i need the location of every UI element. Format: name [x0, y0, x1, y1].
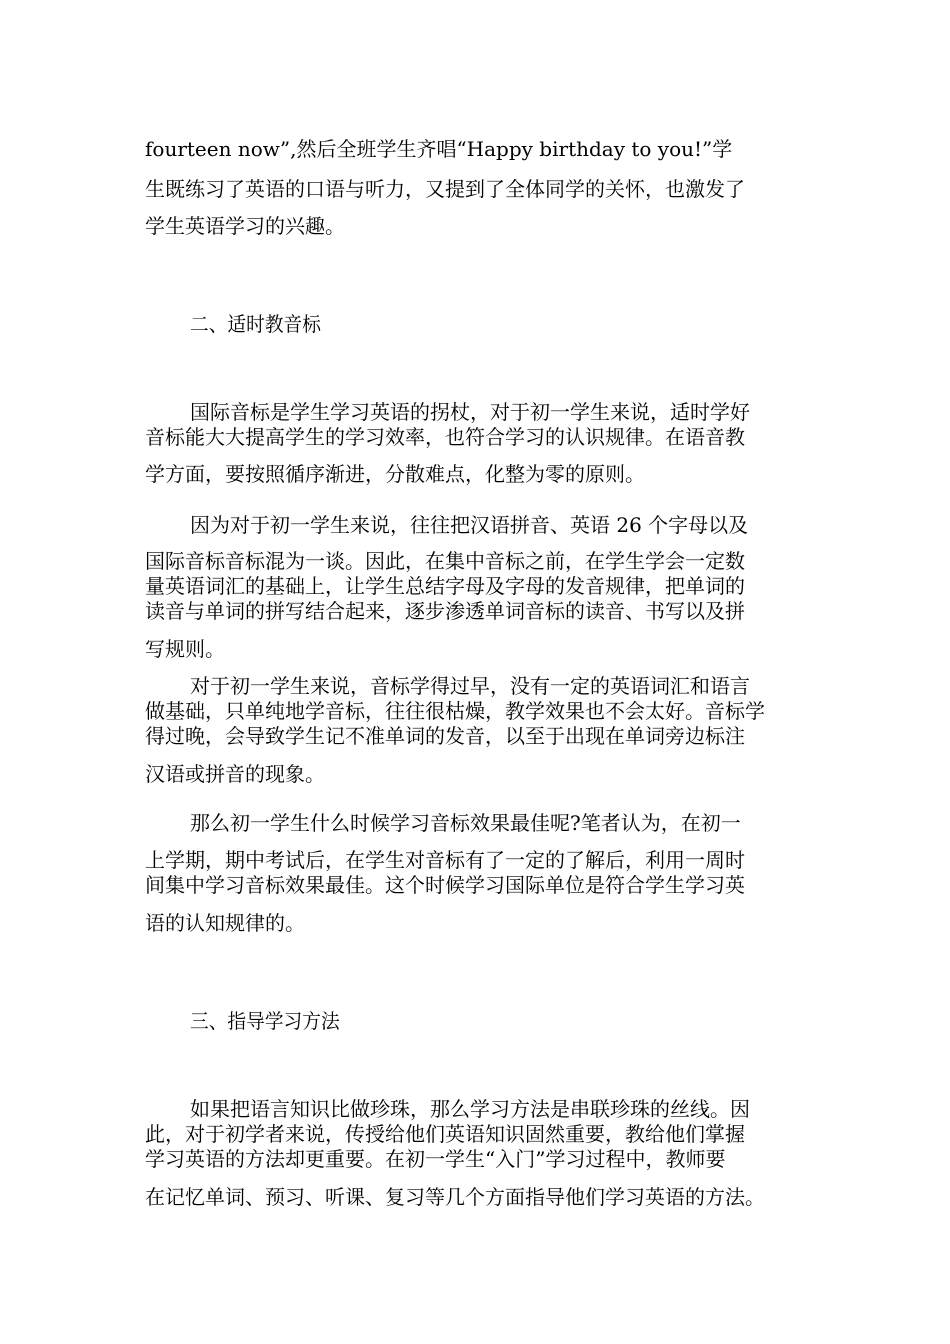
section-heading-3: 三、指导学习方法	[190, 1009, 340, 1033]
paragraph-2-line-3: 学方面，要按照循序渐进，分散难点，化整为零的原则。	[145, 462, 645, 486]
paragraph-4-line-1: 对于初一学生来说，音标学得过早，没有一定的英语词汇和语言	[190, 674, 750, 698]
paragraph-3-line-2: 国际音标音标混为一谈。因此，在集中音标之前，在学生学会一定数	[145, 549, 745, 573]
paragraph-5-line-2: 上学期，期中考试后，在学生对音标有了一定的了解后，利用一周时	[145, 848, 745, 872]
paragraph-5-line-1: 那么初一学生什么时候学习音标效果最佳呢?笔者认为，在初一	[190, 811, 741, 835]
paragraph-1-line-3: 学生英语学习的兴趣。	[145, 214, 345, 238]
paragraph-3-line-1: 因为对于初一学生来说，往往把汉语拼音、英语 26 个字母以及	[190, 513, 749, 537]
section-heading-2: 二、适时教音标	[190, 312, 321, 336]
paragraph-2-line-2: 音标能大大提高学生的学习效率，也符合学习的认识规律。在语音教	[145, 425, 745, 449]
paragraph-3-line-5: 写规则。	[145, 637, 225, 661]
paragraph-5-line-3: 间集中学习音标效果最佳。这个时候学习国际单位是符合学生学习英	[145, 873, 745, 897]
paragraph-3-line-3: 量英语词汇的基础上，让学生总结字母及字母的发音规律，把单词的	[145, 574, 745, 598]
paragraph-4-line-2: 做基础，只单纯地学音标，往往很枯燥，教学效果也不会太好。音标学	[145, 699, 765, 723]
paragraph-1-line-1: fourteen now”,然后全班学生齐唱“Happy birthday to you!”学	[145, 137, 733, 161]
paragraph-4-line-3: 得过晚，会导致学生记不准单词的发音，以至于出现在单词旁边标注	[145, 724, 745, 748]
paragraph-6-line-2: 此，对于初学者来说，传授给他们英语知识固然重要，教给他们掌握	[145, 1122, 745, 1146]
paragraph-5-line-4: 语的认知规律的。	[145, 911, 305, 935]
paragraph-4-line-4: 汉语或拼音的现象。	[145, 762, 325, 786]
paragraph-6-line-3: 学习英语的方法却更重要。在初一学生“入门”学习过程中，教师要	[145, 1147, 726, 1171]
paragraph-1-line-2: 生既练习了英语的口语与听力，又提到了全体同学的关怀，也激发了	[145, 177, 745, 201]
paragraph-6-line-1: 如果把语言知识比做珍珠，那么学习方法是串联珍珠的丝线。因	[190, 1097, 750, 1121]
paragraph-6-line-4: 在记忆单词、预习、听课、复习等几个方面指导他们学习英语的方法。	[145, 1185, 765, 1209]
paragraph-2-line-1: 国际音标是学生学习英语的拐杖，对于初一学生来说，适时学好	[190, 400, 750, 424]
paragraph-3-line-4: 读音与单词的拼写结合起来，逐步渗透单词音标的读音、书写以及拼	[145, 599, 745, 623]
